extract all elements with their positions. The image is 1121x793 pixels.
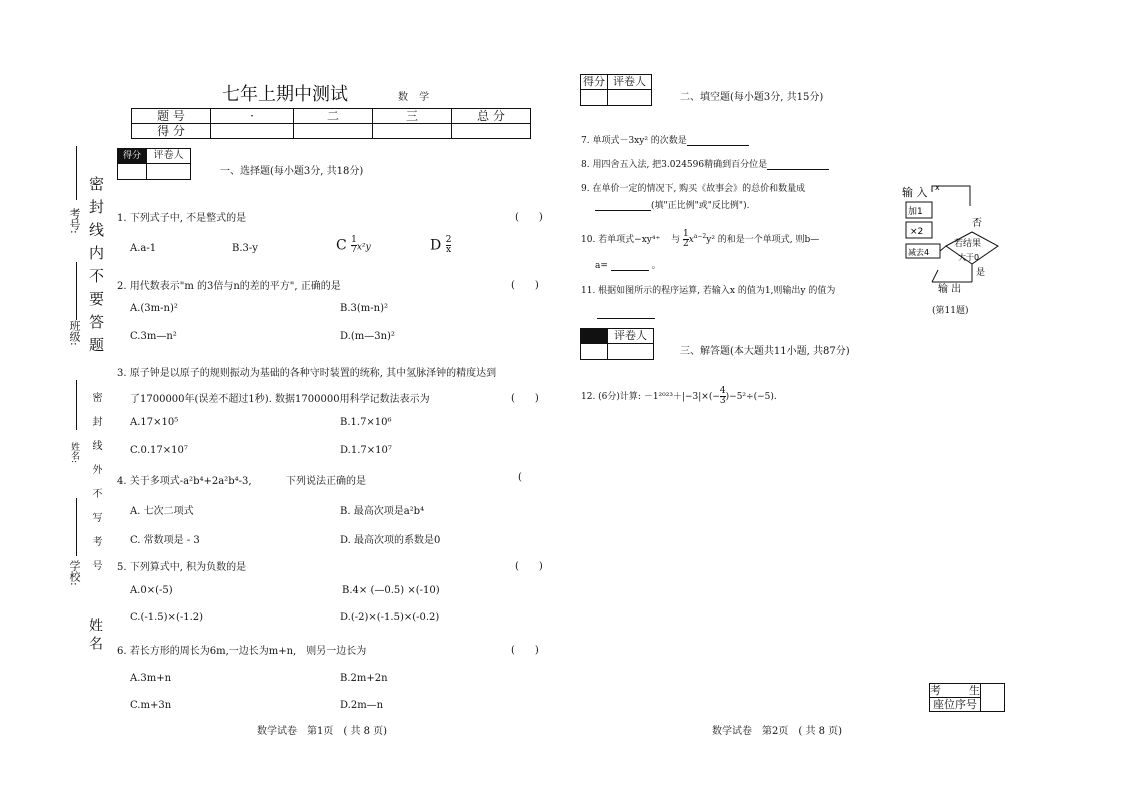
flowchart bbox=[896, 180, 1008, 300]
q5-answer-paren[interactable]: ( ) bbox=[515, 561, 543, 572]
grader-score-label: 得分 bbox=[118, 149, 147, 164]
q12-frac-num: 4 bbox=[719, 386, 726, 396]
section3-title: 三、解答题(本大题共11小题, 共87分) bbox=[680, 346, 850, 357]
grader-name-label: 评卷人 bbox=[147, 149, 191, 164]
score-header-cell: · bbox=[211, 109, 294, 124]
q1-option-a: A.a-1 bbox=[130, 243, 157, 254]
q8-stem bbox=[581, 157, 829, 170]
q4-option-b: B. 最高次项是a²b⁴ bbox=[340, 506, 425, 517]
exam-subject: 数 学 bbox=[398, 92, 434, 103]
flowchart-sub-label: 减去4 bbox=[908, 248, 930, 257]
q4-answer-paren[interactable]: ( bbox=[518, 472, 522, 483]
grader-score-cell[interactable] bbox=[118, 164, 147, 180]
q2-option-c: C.3m—n² bbox=[130, 331, 177, 342]
q1-stem: 1. 下列式子中, 不是整式的是 bbox=[117, 213, 247, 224]
class-label: 班级: bbox=[68, 320, 81, 346]
q6-option-d: D.2m—n bbox=[340, 700, 384, 711]
q4-option-a: A. 七次二项式 bbox=[130, 506, 194, 517]
section1-title: 一、选择题(每小题3分, 共18分) bbox=[220, 166, 364, 177]
q6-stem: 6. 若长方形的周长为6m,一边长为m+n, 则另一边长为 bbox=[117, 646, 367, 657]
seat-label-top bbox=[930, 684, 981, 698]
q1-answer-paren[interactable]: ( ) bbox=[515, 212, 543, 223]
grader-name-cell[interactable] bbox=[608, 90, 652, 106]
q9-line2 bbox=[595, 198, 749, 211]
q10-answer-blank[interactable] bbox=[611, 270, 649, 271]
q12-frac-den: 3 bbox=[719, 396, 726, 406]
q2-option-a: A.(3m-n)² bbox=[130, 303, 178, 314]
q5-stem: 5. 下列算式中, 积为负数的是 bbox=[117, 562, 247, 573]
grader-box-2 bbox=[580, 74, 652, 106]
q9-hint: (填"正比例"或"反比例"). bbox=[651, 201, 750, 211]
grader-score-label bbox=[581, 329, 608, 344]
q1-option-d-fraction bbox=[446, 236, 452, 255]
grader-name-cell[interactable] bbox=[147, 164, 191, 180]
seat-label-bottom: 座位序号 bbox=[930, 698, 981, 712]
seat-number-cell[interactable] bbox=[981, 684, 1005, 712]
flowchart-decision-label2: 大于0 bbox=[958, 253, 980, 262]
name-line bbox=[76, 380, 77, 430]
school-line bbox=[76, 498, 77, 556]
page2-footer: 数学试卷 第2页 ( 共 8 页) bbox=[712, 726, 843, 737]
exam-no-line bbox=[76, 146, 77, 200]
q1-option-c bbox=[336, 236, 371, 255]
q6-option-c: C.m+3n bbox=[130, 700, 172, 711]
q2-stem: 2. 用代数表示"m 的3倍与n的差的平方", 正确的是 bbox=[117, 281, 341, 292]
score-header-cell: 三 bbox=[373, 109, 452, 124]
seat-label-sheng: 生 bbox=[969, 684, 980, 697]
q1-option-b: B.3-y bbox=[232, 243, 258, 254]
grader-name-label: 评卷人 bbox=[608, 75, 652, 90]
q6-answer-paren[interactable]: ( ) bbox=[511, 645, 539, 656]
q1-option-d-letter: D bbox=[430, 237, 442, 254]
flowchart-add-label: 加1 bbox=[908, 207, 923, 217]
q9-answer-blank[interactable] bbox=[595, 210, 651, 211]
grader-name-cell[interactable] bbox=[608, 344, 654, 360]
q1-option-c-letter: C bbox=[336, 237, 347, 254]
class-line bbox=[76, 262, 77, 320]
q5-option-c: C.(-1.5)×(-1.2) bbox=[130, 612, 204, 623]
grader-score-cell[interactable] bbox=[581, 90, 608, 106]
flowchart-input-label: 输 入 bbox=[902, 186, 928, 199]
q10-text-e: a= bbox=[595, 261, 608, 271]
q10-frac-den: 2 bbox=[683, 239, 689, 249]
score-input-cell[interactable] bbox=[294, 124, 373, 139]
flowchart-yes-label: 是 bbox=[976, 268, 986, 278]
q8-answer-blank[interactable] bbox=[767, 169, 829, 170]
q10-text-a: 10. 若单项式−xy⁴⁺ bbox=[581, 235, 661, 245]
exam-title: 七年上期中测试 bbox=[222, 84, 348, 105]
score-header-cell: 题 号 bbox=[132, 109, 211, 124]
flowchart-input-x: x bbox=[935, 183, 940, 192]
grader-score-label: 得分 bbox=[581, 75, 608, 90]
q10-text-c: x bbox=[688, 235, 694, 245]
school-label: 学校: bbox=[68, 560, 81, 586]
seat-label-kao: 考 bbox=[930, 684, 941, 697]
grader-score-cell[interactable] bbox=[581, 344, 608, 360]
score-table bbox=[131, 108, 531, 139]
q8-text: 8. 用四舍五入法, 把3.024596精确到百分位是 bbox=[581, 160, 768, 170]
q7-answer-blank[interactable] bbox=[687, 145, 749, 146]
q2-option-b: B.3(m-n)² bbox=[340, 303, 389, 314]
score-input-cell[interactable] bbox=[452, 124, 531, 139]
q11-line2 bbox=[597, 300, 655, 319]
flowchart-no-label: 否 bbox=[972, 218, 982, 229]
q11-answer-blank[interactable] bbox=[597, 302, 655, 319]
q4-stem-b: 下列说法正确的是 bbox=[286, 476, 366, 487]
grader-box-3 bbox=[580, 328, 654, 360]
q10-frac-num: 1 bbox=[683, 229, 689, 239]
seat-number-box bbox=[929, 683, 1005, 712]
q6-option-b: B.2m+2n bbox=[340, 673, 388, 684]
name-big-label: 姓名 bbox=[87, 618, 103, 654]
q11-stem: 11. 根据如图所示的程序运算, 若输入x 的值为1,则输出y 的值为 bbox=[581, 286, 836, 296]
q10-stem: 10. 若单项式−xy⁴⁺ 与 $\frac{1}{2}$ $x^{a-2}y^2$ 的和是一个单项式, 则b— bbox=[581, 229, 820, 249]
name-small-label: 姓名: bbox=[69, 442, 79, 464]
score-header-cell: 二 bbox=[294, 109, 373, 124]
flowchart-connector bbox=[940, 246, 946, 251]
grader-name-label: 评卷人 bbox=[608, 329, 654, 344]
q3-option-b: B.1.7×10⁶ bbox=[340, 417, 392, 428]
seal-small-text: 密封线外不写考号 bbox=[90, 392, 101, 584]
score-row-label: 得 分 bbox=[132, 124, 211, 139]
section2-title: 二、填空题(每小题3分, 共15分) bbox=[680, 92, 824, 103]
q4-option-d: D. 最高次项的系数是0 bbox=[340, 535, 441, 546]
q3-option-d: D.1.7×10⁷ bbox=[340, 445, 392, 456]
q1-option-c-num: 1 bbox=[351, 235, 357, 245]
q7-stem bbox=[581, 133, 749, 146]
flowchart-output-label: 输 出 bbox=[938, 284, 962, 295]
flowchart-decision-label: 若结果 bbox=[954, 239, 982, 249]
q12-text: 12. (6分)计算: －1²⁰²³＋|−3|×(− bbox=[581, 392, 720, 402]
flowchart-times-label: ×2 bbox=[910, 227, 924, 237]
q1-option-d-den: x bbox=[446, 245, 452, 255]
q2-answer-paren[interactable]: ( ) bbox=[511, 280, 539, 291]
q3-answer-paren[interactable]: ( ) bbox=[511, 393, 539, 404]
q3-option-c: C.0.17×10⁷ bbox=[130, 445, 188, 456]
q12-tail: )−5²÷(−5). bbox=[725, 392, 777, 402]
flowchart-output-slant bbox=[932, 270, 938, 282]
score-input-cell[interactable] bbox=[211, 124, 294, 139]
grader-box-1 bbox=[117, 148, 191, 180]
q6-option-a: A.3m+n bbox=[130, 673, 172, 684]
flowchart-caption: (第11题) bbox=[932, 306, 969, 316]
q4-option-c: C. 常数项是 - 3 bbox=[130, 535, 200, 546]
q1-option-c-tail: x²y bbox=[356, 242, 371, 253]
score-table-header-row bbox=[132, 109, 531, 124]
q9-stem: 9. 在单价一定的情况下, 购买《故事会》的总价和数量成 bbox=[581, 184, 806, 194]
q5-option-b: B.4× (—0.5) ×(-10) bbox=[342, 585, 440, 596]
page1-footer: 数学试卷 第1页 ( 共 8 页) bbox=[257, 726, 388, 737]
seal-big-text: 密封线内不要答题 bbox=[87, 176, 105, 360]
q7-text: 7. 单项式－3xy² 的次数是 bbox=[581, 136, 687, 146]
q10-text-d: y² 的和是一个单项式, 则b— bbox=[706, 235, 820, 245]
q3-option-a: A.17×10⁵ bbox=[130, 417, 179, 428]
q2-option-d: D.(m—3n)² bbox=[340, 331, 395, 342]
score-input-cell[interactable] bbox=[373, 124, 452, 139]
q5-option-a: A.0×(-5) bbox=[130, 585, 173, 596]
exam-no-label: 考号: bbox=[68, 208, 81, 234]
score-header-cell: 总 分 bbox=[452, 109, 531, 124]
q1-option-d bbox=[430, 236, 451, 255]
q5-option-d: D.(-2)×(-1.5)×(-0.2) bbox=[340, 612, 440, 623]
score-table-score-row bbox=[132, 124, 531, 139]
q1-option-d-num: 2 bbox=[445, 235, 452, 245]
q4-stem: 4. 关于多项式-a²b⁴+2a²b⁴-3, bbox=[117, 476, 252, 487]
q10-line2: a= 。 bbox=[595, 261, 661, 271]
q10-text-b: 与 bbox=[671, 235, 681, 245]
q3-stem: 3. 原子钟是以原子的规则振动为基础的各种守时装置的统称, 其中氢脉泽钟的精度达到 bbox=[117, 368, 497, 379]
q12-stem bbox=[581, 387, 777, 406]
q3-stem-line2: 了1700000年(误差不超过1秒). 数据1700000用科学记数法表示为 bbox=[130, 394, 430, 405]
q1-option-c-den: 7 bbox=[351, 245, 357, 255]
